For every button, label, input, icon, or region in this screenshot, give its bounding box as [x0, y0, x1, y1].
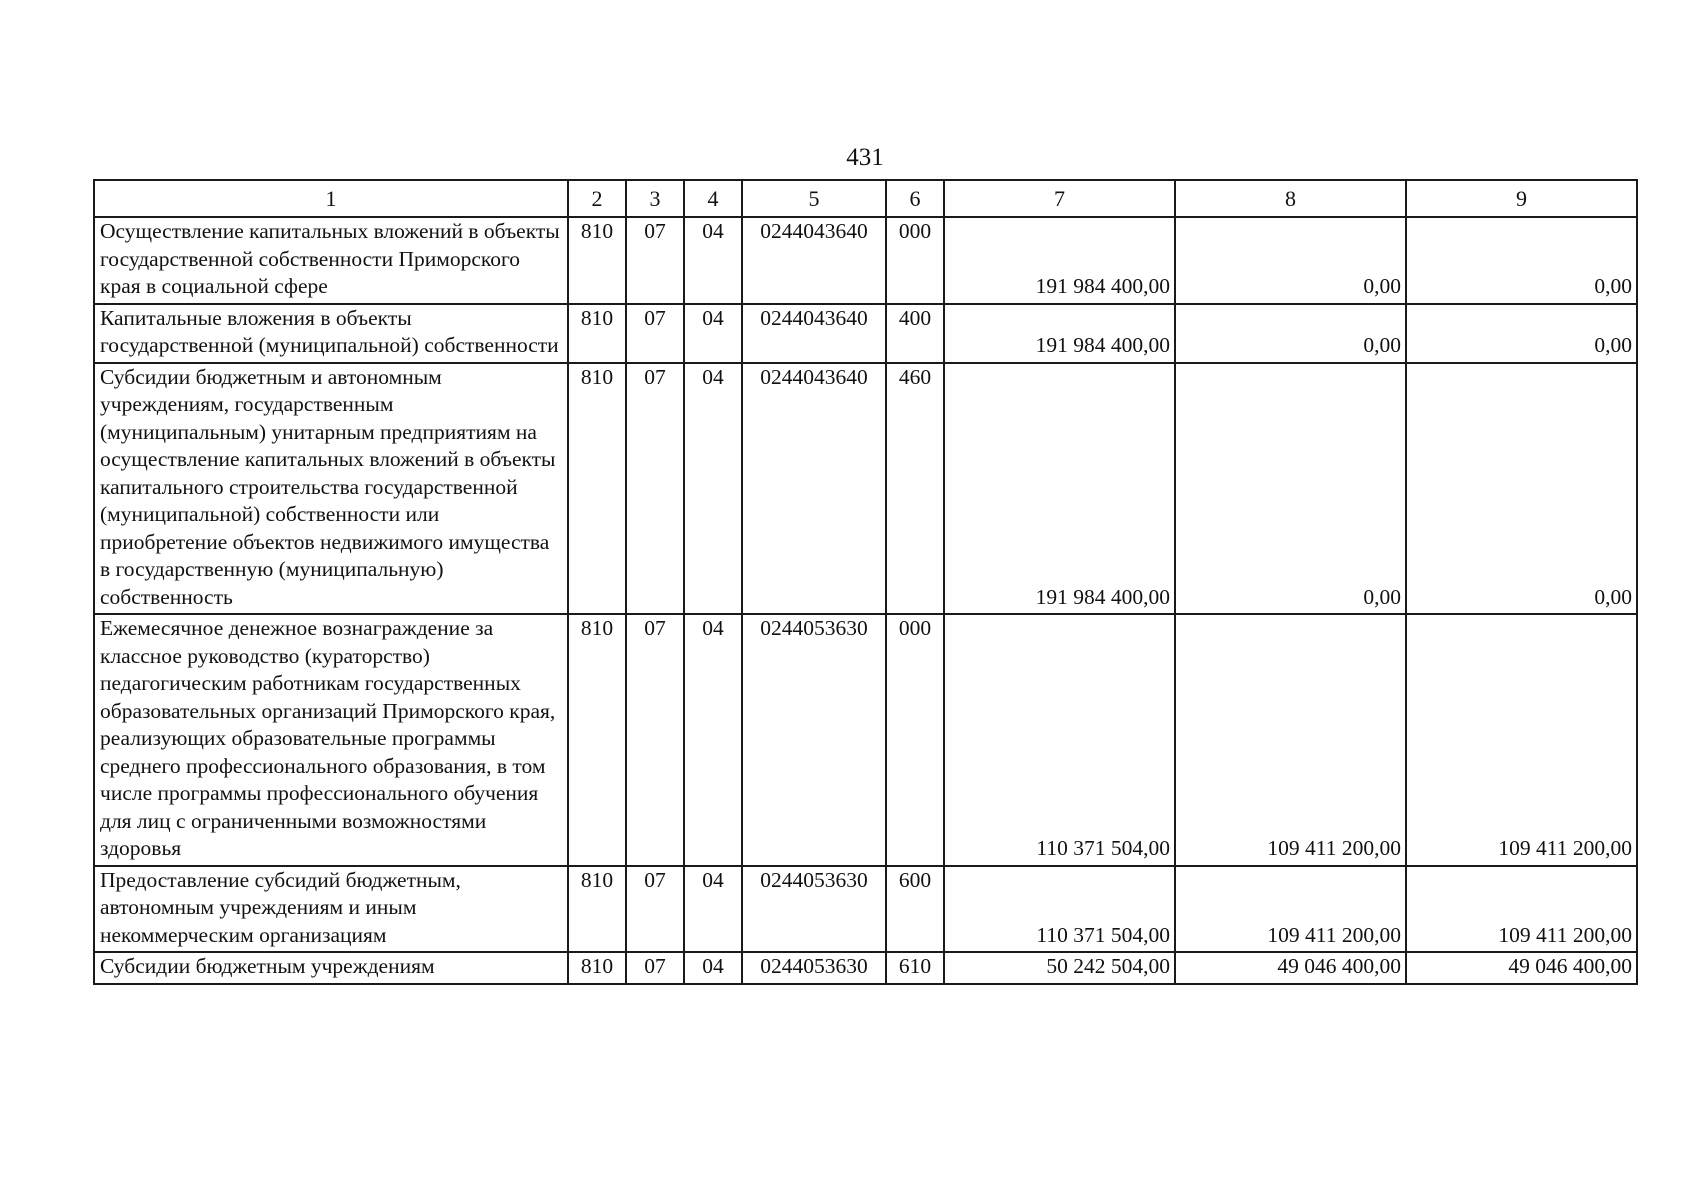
code-cell: 04 — [684, 866, 742, 953]
amount-cell: 0,00 — [1406, 363, 1637, 615]
row-name: Предоставление субсидий бюджетным, автономным учреждениям и иным некоммерческим организациям — [94, 866, 568, 953]
row-name: Ежемесячное денежное вознаграждение за классное руководство (кураторство) педагогическим работникам государственных образовательных организаций Приморского края, реализующих образовательные программы среднего профессионального образования, в том числе программы профессионального обучения для лиц с ограниченными возможностями здоровья — [94, 614, 568, 866]
code-cell: 000 — [886, 614, 944, 866]
table-row — [94, 952, 1637, 984]
code-cell: 0244053630 — [742, 614, 886, 866]
table-row — [94, 217, 1637, 304]
amount-cell: 0,00 — [1406, 217, 1637, 304]
amount-cell: 49 046 400,00 — [1406, 952, 1637, 984]
column-header: 7 — [944, 180, 1175, 217]
code-cell: 810 — [568, 217, 626, 304]
amount-cell: 191 984 400,00 — [944, 363, 1175, 615]
amount-cell: 191 984 400,00 — [944, 304, 1175, 363]
code-cell: 000 — [886, 217, 944, 304]
code-cell: 07 — [626, 363, 684, 615]
row-name: Капитальные вложения в объекты государственной (муниципальной) собственности — [94, 304, 568, 363]
code-cell: 04 — [684, 304, 742, 363]
code-cell: 610 — [886, 952, 944, 984]
code-cell: 0244043640 — [742, 363, 886, 615]
code-cell: 810 — [568, 866, 626, 953]
code-cell: 460 — [886, 363, 944, 615]
column-header: 2 — [568, 180, 626, 217]
code-cell: 07 — [626, 614, 684, 866]
amount-cell: 49 046 400,00 — [1175, 952, 1406, 984]
row-name: Осуществление капитальных вложений в объекты государственной собственности Приморского края в социальной сфере — [94, 217, 568, 304]
code-cell: 07 — [626, 952, 684, 984]
code-cell: 400 — [886, 304, 944, 363]
column-header: 3 — [626, 180, 684, 217]
amount-cell: 110 371 504,00 — [944, 614, 1175, 866]
table-row — [94, 363, 1637, 615]
code-cell: 0244043640 — [742, 217, 886, 304]
amount-cell: 191 984 400,00 — [944, 217, 1175, 304]
table-row — [94, 614, 1637, 866]
code-cell: 0244053630 — [742, 952, 886, 984]
column-header: 1 — [94, 180, 568, 217]
code-cell: 04 — [684, 614, 742, 866]
code-cell: 07 — [626, 866, 684, 953]
code-cell: 0244043640 — [742, 304, 886, 363]
amount-cell: 0,00 — [1406, 304, 1637, 363]
code-cell: 810 — [568, 952, 626, 984]
amount-cell: 50 242 504,00 — [944, 952, 1175, 984]
code-cell: 04 — [684, 217, 742, 304]
column-header: 9 — [1406, 180, 1637, 217]
row-name: Субсидии бюджетным и автономным учреждениям, государственным (муниципальным) унитарным предприятиям на осуществление капитальных вложений в объекты капитального строительства государственной (муниципальной) собственности или приобретение объектов недвижимого имущества в государственную (муниципальную) собственность — [94, 363, 568, 615]
amount-cell: 0,00 — [1175, 363, 1406, 615]
amount-cell: 109 411 200,00 — [1175, 866, 1406, 953]
table-row — [94, 304, 1637, 363]
code-cell: 07 — [626, 217, 684, 304]
amount-cell: 109 411 200,00 — [1406, 614, 1637, 866]
page-number: 431 — [846, 144, 884, 171]
code-cell: 0244053630 — [742, 866, 886, 953]
code-cell: 810 — [568, 614, 626, 866]
column-header: 4 — [684, 180, 742, 217]
row-name: Субсидии бюджетным учреждениям — [94, 952, 568, 984]
column-header: 6 — [886, 180, 944, 217]
code-cell: 04 — [684, 363, 742, 615]
code-cell: 810 — [568, 304, 626, 363]
amount-cell: 109 411 200,00 — [1175, 614, 1406, 866]
amount-cell: 109 411 200,00 — [1406, 866, 1637, 953]
amount-cell: 0,00 — [1175, 217, 1406, 304]
column-header: 8 — [1175, 180, 1406, 217]
amount-cell: 0,00 — [1175, 304, 1406, 363]
code-cell: 810 — [568, 363, 626, 615]
amount-cell: 110 371 504,00 — [944, 866, 1175, 953]
code-cell: 07 — [626, 304, 684, 363]
budget-table — [93, 179, 1638, 985]
table-header-row — [94, 180, 1637, 217]
column-header: 5 — [742, 180, 886, 217]
table-row — [94, 866, 1637, 953]
code-cell: 04 — [684, 952, 742, 984]
code-cell: 600 — [886, 866, 944, 953]
